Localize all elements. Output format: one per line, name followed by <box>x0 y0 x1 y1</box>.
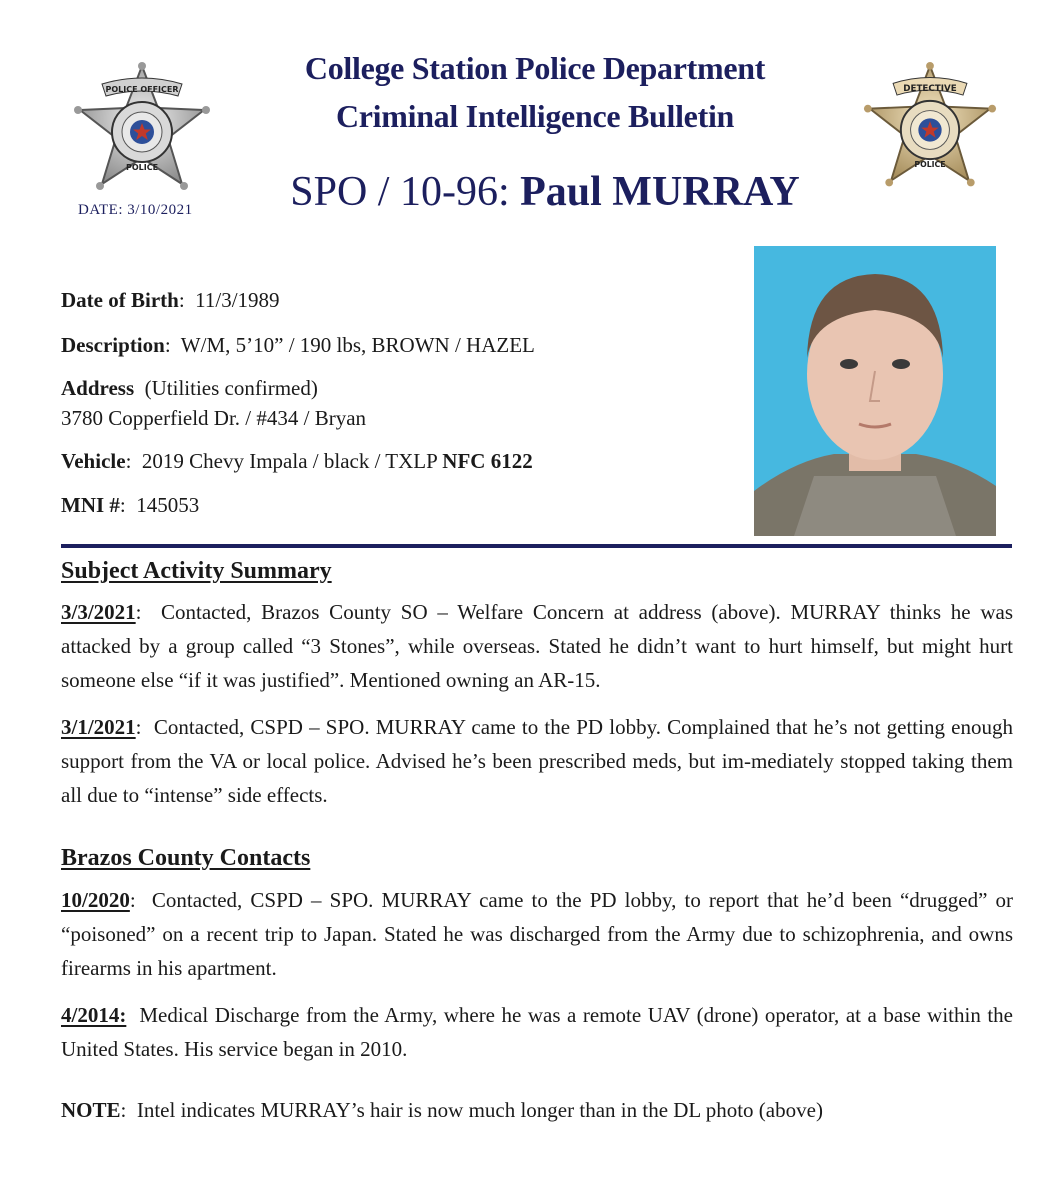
police-officer-badge-icon <box>72 62 212 202</box>
subject-heading <box>240 168 850 216</box>
field-description: Description: W/M, 5’10” / 190 lbs, BROWN / HAZEL <box>61 333 535 357</box>
department-title: College Station Police Department <box>304 50 766 86</box>
badge-left-top-text: POLICE OFFICER <box>105 85 179 94</box>
contact-entry-text: Contacted, CSPD – SPO. MURRAY came to the PD lobby, to report that he’d been “drugged” or “poisoned” on a recent trip to Japan. Stated he was discharged from the Army due to schizophrenia, and owns firearms in his apartment. <box>61 888 1014 980</box>
dl-photo-icon <box>754 246 996 536</box>
county-contacts-heading: Brazos County Contacts <box>61 845 311 871</box>
badge-left-bottom-text: POLICE <box>125 163 159 172</box>
description-label: Description <box>61 333 165 357</box>
contact-entry <box>61 998 1013 1066</box>
bulletin-code: SPO / 10-96: <box>290 169 510 215</box>
activity-entry: 3/1/2021: Contacted, CSPD – SPO. MURRAY came to the PD lobby. Complained that he’s not getting enough support from the VA or local police. Advised he’s been prescribed meds, but im-mediately stopped taking them all due to “intense” side effects. <box>61 715 1013 807</box>
address-label: Address <box>61 376 135 400</box>
contact-entry-text: Medical Discharge from the Army, where he was a remote UAV (drone) operator, at a base within the United States. His service began in 2010. <box>61 1003 1014 1061</box>
field-address <box>61 373 318 403</box>
vehicle-plate: NFC 6122 <box>442 449 533 473</box>
badge-right-bottom-text: POLICE <box>914 159 946 169</box>
bulletin-date: DATE: 3/10/2021 <box>78 202 193 218</box>
contact-entry-date: 10/2020 <box>61 888 130 912</box>
address-note: (Utilities confirmed) <box>144 376 318 400</box>
mni-value: 145053 <box>136 493 200 517</box>
dob-label: Date of Birth <box>61 288 179 312</box>
activity-summary-heading: Subject Activity Summary <box>61 558 332 584</box>
field-vehicle: Vehicle: 2019 Chevy Impala / black / TXLP NFC 6122 <box>61 449 533 473</box>
section-divider <box>61 544 1012 548</box>
badge-right-top-text: DETECTIVE <box>903 84 957 95</box>
vehicle-value: 2019 Chevy Impala / black / TXLP <box>141 449 438 473</box>
field-dob: Date of Birth: 11/3/1989 <box>61 288 280 312</box>
activity-entry-date: 3/3/2021 <box>61 600 136 624</box>
subject-name: Paul MURRAY <box>520 169 800 215</box>
note: NOTE: Intel indicates MURRAY’s hair is now much longer than in the DL photo (above) <box>61 1098 823 1122</box>
contact-entry-date: 4/2014: <box>61 1003 127 1027</box>
contact-entry: 10/2020: Contacted, CSPD – SPO. MURRAY came to the PD lobby, to report that he’d been “drugged” or “poisoned” on a recent trip to Japan. Stated he was discharged from the Army due to schizophrenia, and owns firearms in his apartment. <box>61 888 1014 980</box>
mni-label: MNI # <box>61 493 120 517</box>
activity-entry-text: Contacted, CSPD – SPO. MURRAY came to the PD lobby. Complained that he’s not getting enough support from the VA or local police. Advised he’s been prescribed meds, but im-mediately stopped taking them all due to “intense” side effects. <box>61 715 1013 807</box>
activity-entry-date: 3/1/2021 <box>61 715 136 739</box>
field-mni: MNI #: 145053 <box>61 493 200 517</box>
activity-entry-text: Contacted, Brazos County SO – Welfare Concern at address (above). MURRAY thinks he was attacked by a group called “3 Stones”, while overseas. Stated he didn’t want to hurt himself, but might hurt someone else “if it was justified”. Mentioned owning an AR-15. <box>61 600 1013 692</box>
address-value: 3780 Copperfield Dr. / #434 / Bryan <box>61 406 367 430</box>
vehicle-label: Vehicle <box>61 449 126 473</box>
detective-badge-icon <box>862 62 998 198</box>
note-text: Intel indicates MURRAY’s hair is now much longer than in the DL photo (above) <box>136 1098 823 1122</box>
activity-entry: 3/3/2021: Contacted, Brazos County SO – Welfare Concern at address (above). MURRAY thinks he was attacked by a group called “3 Stones”, while overseas. Stated he didn’t want to hurt himself, but might hurt someone else “if it was justified”. Mentioned owning an AR-15. <box>61 600 1013 692</box>
description-value: W/M, 5’10” / 190 lbs, BROWN / HAZEL <box>180 333 535 357</box>
dob-value: 11/3/1989 <box>195 288 280 312</box>
note-label: NOTE <box>61 1098 121 1122</box>
bulletin-title: Criminal Intelligence Bulletin <box>335 98 735 134</box>
